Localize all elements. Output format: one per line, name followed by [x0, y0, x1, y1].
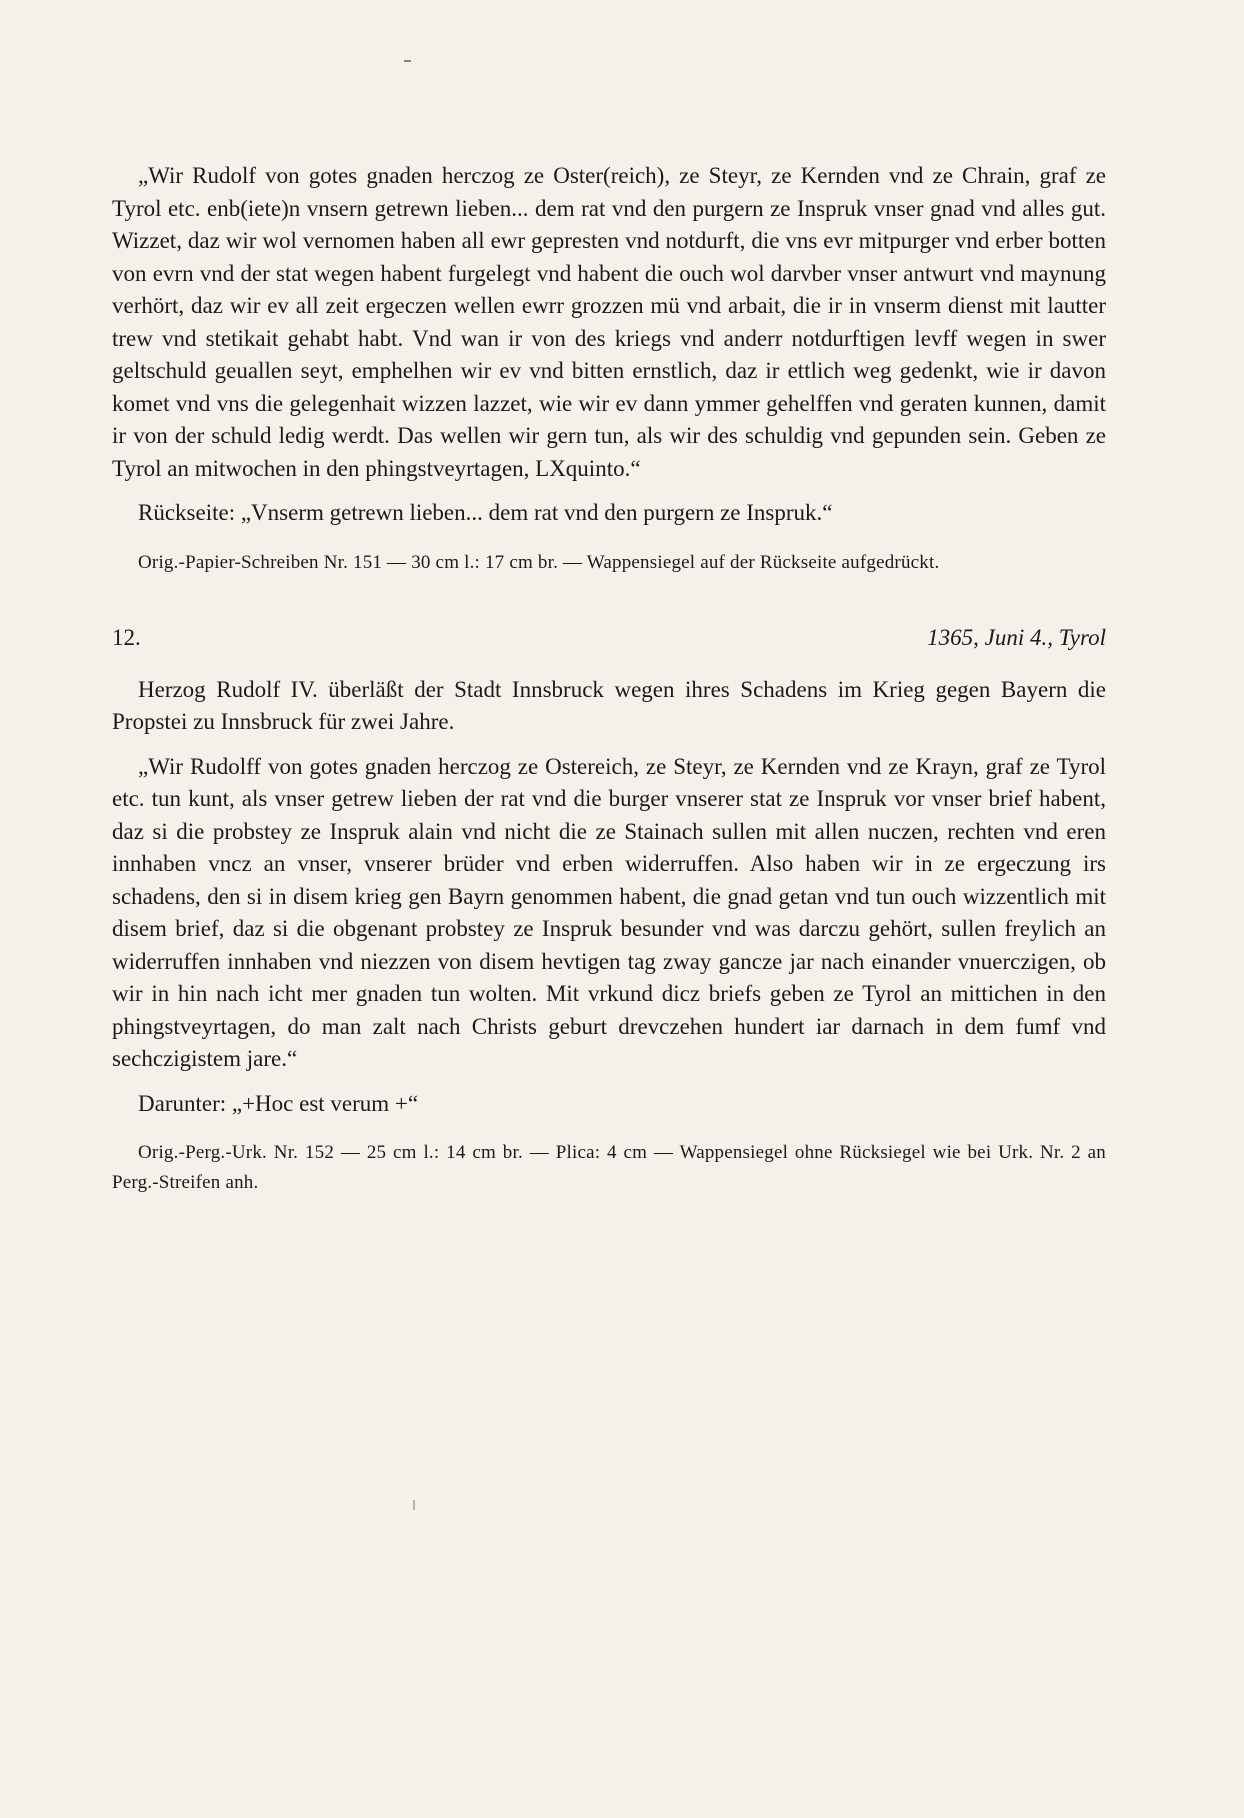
paper-speck	[413, 1500, 415, 1510]
page-mark	[404, 60, 411, 62]
charter-12-subscript: Darunter: „+Hoc est verum +“	[138, 1090, 419, 1116]
charter-11-text: „Wir Rudolf von gotes gnaden herczog ze Oster(reich), ze Steyr, ze Kernden vnd ze Chrain, graf ze Tyrol etc. enb(iete)n vnsern getrewn lieben... dem rat vnd den purgern ze Inspruk vnser gnad vnd alles gut. Wizzet, daz wir wol vernomen haben all ewr gepresten vnd notdurft, die vns evr mitpurger vnd erber botten von evrn vnd der stat wegen habent furgelegt vnd habent die ouch wol darvber vnser antwurt vnd maynung verhört, daz wir ev all zeit ergeczen wellen ewrr grozzen mü vnd arbait, die ir in vnserm dienst mit lautter trew vnd stetikait gehabt habt. Vnd wan ir von des kriegs vnd anderr notdurftigen levff wegen in swer geltschuld geuallen seyt, emphelhen wir ev vnd bitten ernstlich, daz ir ettlich weg gedenkt, wie ir davon komet vnd vns die gelegenhait wizzen lazzet, wie wir ev dann ymmer gehelffen vnd geraten kunnen, damit ir von der schuld ledig werdt. Das wellen wir gern tun, als wir des schuldig vnd gepunden sein. Geben ze Tyrol an mitwochen in den phingstveyrtagen, LXquinto.“	[112, 163, 1106, 481]
charter-12-number: 12.	[112, 624, 141, 650]
document-page	[112, 160, 1106, 1198]
charter-12-text: „Wir Rudolff von gotes gnaden herczog ze Ostereich, ze Steyr, ze Kernden vnd ze Krayn, graf ze Tyrol etc. tun kunt, als vnser getrew lieben der rat vnd die burger vnserer stat ze Inspruk vor vnser brief habent, daz si die probstey ze Inspruk alain vnd nicht die ze Stainach sullen mit allen nuczen, rechten vnd eren innhaben vncz an vnser, vnserer brüder vnd erben widerruffen. Also haben wir in ze ergeczung irs schadens, den si in disem krieg gen Bayrn genommen habent, die gnad getan vnd tun ouch wizzentlich mit disem brief, daz si die obgenant probstey ze Inspruk besunder vnd was darczu gehört, sullen freylich an widerruffen innhaben vnd niezzen von disem hevtigen tag zway gancze jar nach einander vnuerczigen, ob wir in hin nach icht mer gnaden tun wolten. Mit vrkund dicz briefs geben ze Tyrol an mittichen in den phingstveyrtagen, do man zalt nach Christs geburt drevczehen hundert iar darnach in dem fumf vnd sechczigistem jare.“	[112, 753, 1106, 1071]
charter-12-header	[112, 622, 1106, 654]
charter-12-note: Orig.-Perg.-Urk. Nr. 152 — 25 cm l.: 14 cm br. — Plica: 4 cm — Wappensiegel ohne Rücksiegel wie bei Urk. Nr. 2 an Perg.-Streifen anh.	[112, 1142, 1106, 1193]
charter-11-note: Orig.-Papier-Schreiben Nr. 151 — 30 cm l.: 17 cm br. — Wappensiegel auf der Rückseite aufgedrückt.	[138, 551, 940, 573]
charter-11-reverse: Rückseite: „Vnserm getrewn lieben... dem rat vnd den purgern ze Inspruk.“	[138, 500, 833, 525]
charter-12-date: 1365, Juni 4., Tyrol	[927, 624, 1106, 650]
charter-12-summary: Herzog Rudolf IV. überläßt der Stadt Innsbruck wegen ihres Schadens im Krieg gegen Bayern die Propstei zu Innsbruck für zwei Jahre.	[112, 676, 1106, 734]
